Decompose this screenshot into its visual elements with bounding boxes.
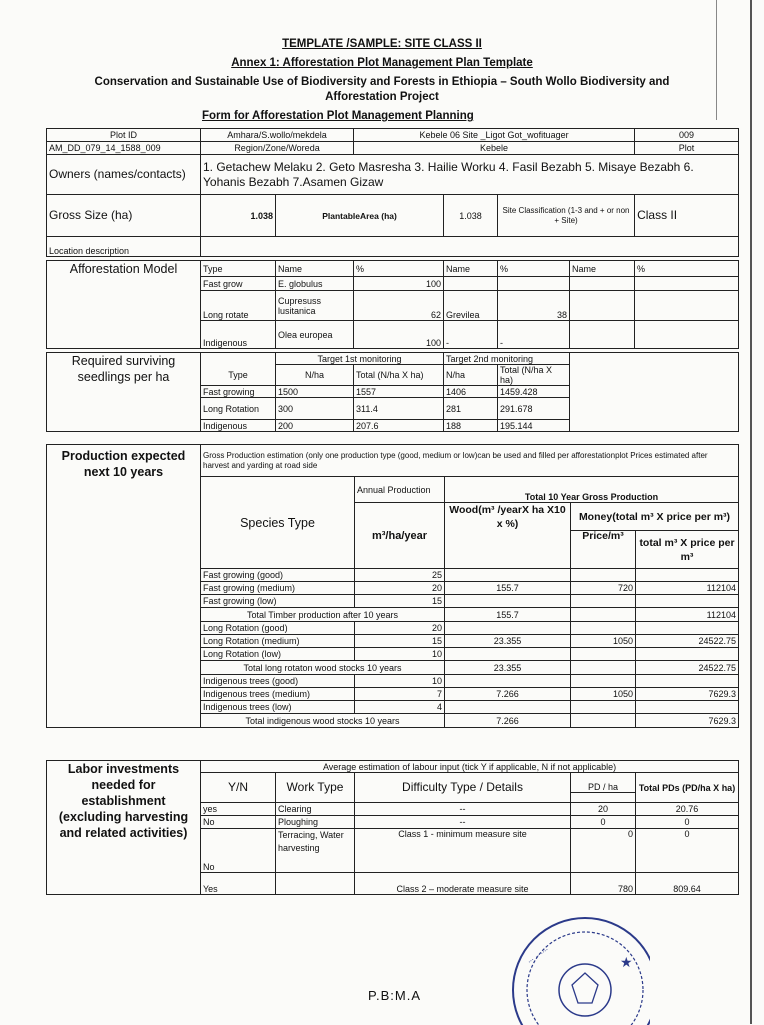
col-nha-1: N/ha	[276, 365, 354, 386]
total-pd-header: Total PDs (PD/ha X ha)	[636, 773, 739, 803]
site-classification-value: Class II	[635, 195, 739, 237]
table-cell	[276, 873, 355, 895]
table-cell: 24522.75	[636, 635, 739, 648]
table-cell: 0	[636, 816, 739, 829]
table-cell	[636, 595, 739, 608]
table-cell: 1557	[354, 386, 444, 398]
table-cell: 100	[354, 321, 444, 349]
table-cell: Indigenous trees (medium)	[201, 688, 355, 701]
project-line-2: Afforestation Project	[325, 91, 439, 103]
production-note: Gross Production estimation (only one production type (good, medium or low)can be used and filled per afforestationplot Prices estimated after harvest and yarding at road side	[201, 445, 739, 477]
table-cell: 1406	[444, 386, 498, 398]
table-cell	[444, 277, 498, 291]
table-cell: 1459.428	[498, 386, 570, 398]
table-cell: 7.266	[445, 714, 571, 728]
gross-size-value: 1.038	[201, 195, 276, 237]
wood-label: Wood(m³ /yearX ha X10 x %)	[445, 503, 571, 569]
owners-label: Owners (names/contacts)	[47, 155, 201, 195]
table-cell: Clearing	[276, 803, 355, 816]
col-nha-2: N/ha	[444, 365, 498, 386]
col-total-1: Total (N/ha X ha)	[354, 365, 444, 386]
official-stamp	[500, 905, 650, 1025]
production-table	[46, 444, 739, 728]
table-cell: --	[355, 816, 571, 829]
col-name-1: Name	[276, 261, 354, 277]
table-cell: -	[498, 321, 570, 349]
table-cell	[571, 608, 636, 622]
table-cell: 7629.3	[636, 714, 739, 728]
table-cell	[570, 321, 635, 349]
table-cell	[635, 277, 739, 291]
difficulty-header: Difficulty Type / Details	[355, 773, 571, 803]
table-cell	[498, 277, 570, 291]
production-label: Production expected next 10 years	[47, 445, 201, 728]
table-cell: Indigenous trees (good)	[201, 675, 355, 688]
table-cell: 291.678	[498, 398, 570, 420]
table-cell: yes	[201, 803, 276, 816]
table-cell	[636, 675, 739, 688]
table-cell: 7629.3	[636, 688, 739, 701]
table-cell	[445, 569, 571, 582]
afforestation-model-table	[46, 260, 739, 349]
footer-initials: P.B:M.A	[368, 988, 422, 1003]
table-cell: 0	[571, 829, 636, 873]
plot-id-value: AM_DD_079_14_1588_009	[47, 142, 201, 155]
table-cell: 188	[444, 420, 498, 432]
table-cell: 10	[355, 648, 445, 661]
table-cell: 24522.75	[636, 661, 739, 675]
table-cell: Long rotate	[201, 291, 276, 321]
col-pct-1: %	[354, 261, 444, 277]
table-cell: Grevilea	[444, 291, 498, 321]
table-cell: Indigenous	[201, 321, 276, 349]
table-cell: 200	[276, 420, 354, 432]
table-cell: Long Rotation (medium)	[201, 635, 355, 648]
plantable-area-value: 1.038	[444, 195, 498, 237]
table-cell: Terracing, Water harvesting	[276, 829, 355, 873]
seedlings-label: Required surviving seedlings per ha	[47, 353, 201, 432]
svg-text:★: ★	[620, 955, 633, 971]
total-row: Total long rotaton wood stocks 10 years	[201, 661, 445, 675]
table-cell	[635, 321, 739, 349]
region-label: Region/Zone/Woreda	[201, 142, 354, 155]
table-cell: Long Rotation (low)	[201, 648, 355, 661]
table-cell: 10	[355, 675, 445, 688]
col-pct-2: %	[498, 261, 570, 277]
table-cell	[570, 277, 635, 291]
total-row: Total indigenous wood stocks 10 years	[201, 714, 445, 728]
owners-value: 1. Getachew Melaku 2. Geto Masresha 3. Hailie Worku 4. Fasil Bezabh 5. Misaye Bezabh 6. Yohanis Bezabh 7.Asamen Gizaw	[201, 155, 739, 195]
species-type-label: Species Type	[201, 477, 355, 569]
svg-text:ᐧᐧᐧ ᐧᐧ ᐧᐧᐧᐧ: ᐧᐧᐧ ᐧᐧ ᐧᐧᐧᐧ	[525, 945, 551, 967]
labor-table	[46, 760, 739, 895]
table-cell: Class 1 - minimum measure site	[355, 829, 571, 873]
table-cell	[571, 622, 636, 635]
col-pct-3: %	[635, 261, 739, 277]
table-cell	[571, 701, 636, 714]
table-cell: 38	[498, 291, 570, 321]
kebele-site-value: Kebele 06 Site _Ligot Got_wofituager	[354, 129, 635, 142]
table-cell: 300	[276, 398, 354, 420]
table-cell: 155.7	[445, 608, 571, 622]
form-title: Form for Afforestation Plot Management Planning	[202, 110, 474, 122]
table-cell: Indigenous	[201, 420, 276, 432]
table-cell: Long Rotation (good)	[201, 622, 355, 635]
location-description-label: Location description	[47, 237, 201, 257]
table-cell: Fast growing	[201, 386, 276, 398]
table-cell	[445, 595, 571, 608]
table-cell: 100	[354, 277, 444, 291]
plot-form	[46, 128, 739, 257]
table-cell	[636, 622, 739, 635]
plot-number: 009	[635, 129, 739, 142]
target-2-label: Target 2nd monitoring	[444, 353, 570, 365]
table-cell: 809.64	[636, 873, 739, 895]
table-cell: 23.355	[445, 635, 571, 648]
table-cell: Class 2 – moderate measure site	[355, 873, 571, 895]
money-label: Money(total m³ X price per m³)	[571, 503, 739, 531]
total-10yr-label: Total 10 Year Gross Production	[445, 477, 739, 503]
table-cell: 20.76	[636, 803, 739, 816]
table-cell: Cupresuss lusitanica	[276, 291, 354, 321]
table-cell: 780	[571, 873, 636, 895]
gross-size-label: Gross Size (ha)	[47, 195, 201, 237]
table-cell	[445, 701, 571, 714]
table-cell: 1050	[571, 635, 636, 648]
table-cell: 7	[355, 688, 445, 701]
table-cell	[445, 648, 571, 661]
seedlings-table	[46, 352, 739, 432]
kebele-label: Kebele	[354, 142, 635, 155]
scan-edge-line	[750, 0, 752, 1024]
table-cell: Indigenous trees (low)	[201, 701, 355, 714]
table-cell: -	[444, 321, 498, 349]
plot-id-label: Plot ID	[47, 129, 201, 142]
table-cell: 720	[571, 582, 636, 595]
scan-edge-line	[716, 0, 717, 120]
table-cell: 7.266	[445, 688, 571, 701]
table-cell: 311.4	[354, 398, 444, 420]
table-cell: 207.6	[354, 420, 444, 432]
table-cell	[636, 648, 739, 661]
target-1-label: Target 1st monitoring	[276, 353, 444, 365]
table-cell	[571, 714, 636, 728]
table-cell: Yes	[201, 873, 276, 895]
col-total-2: Total (N/ha X ha)	[498, 365, 570, 386]
location-value: Amhara/S.wollo/mekdela	[201, 129, 354, 142]
table-cell: Olea europea	[276, 321, 354, 349]
afforestation-model-label: Afforestation Model	[47, 261, 201, 349]
table-cell: No	[201, 829, 276, 873]
plot-label: Plot	[635, 142, 739, 155]
unit-label: m³/ha/year	[355, 503, 445, 569]
table-cell: No	[201, 816, 276, 829]
table-cell	[571, 661, 636, 675]
table-cell	[636, 701, 739, 714]
table-cell: 15	[355, 595, 445, 608]
table-cell	[636, 569, 739, 582]
table-cell	[571, 675, 636, 688]
annual-production-label: Annual Production	[355, 477, 445, 503]
table-cell: Fast grow	[201, 277, 276, 291]
plantable-area-label: PlantableArea (ha)	[276, 195, 444, 237]
col-name-3: Name	[570, 261, 635, 277]
table-cell: 20	[355, 622, 445, 635]
table-cell: 1050	[571, 688, 636, 701]
annex-title: Annex 1: Afforestation Plot Management Plan Template	[231, 57, 533, 69]
price-label: Price/m³	[571, 531, 636, 569]
table-cell: 195.144	[498, 420, 570, 432]
table-cell	[571, 569, 636, 582]
pd-ha-header: PD / ha	[571, 773, 636, 793]
table-cell	[571, 595, 636, 608]
table-cell: 15	[355, 635, 445, 648]
table-cell: E. globulus	[276, 277, 354, 291]
table-cell: 23.355	[445, 661, 571, 675]
table-cell: Fast growing (good)	[201, 569, 355, 582]
table-cell: 1500	[276, 386, 354, 398]
table-cell: 20	[571, 803, 636, 816]
table-cell	[445, 675, 571, 688]
work-type-header: Work Type	[276, 773, 355, 803]
table-cell: 155.7	[445, 582, 571, 595]
labor-average-note: Average estimation of labour input (tick Y if applicable, N if not applicable)	[201, 761, 739, 773]
table-cell: Ploughing	[276, 816, 355, 829]
table-cell: 0	[636, 829, 739, 873]
labor-label: Labor investments needed for establishment (excluding harvesting and related activities)	[47, 761, 201, 895]
col-name-2: Name	[444, 261, 498, 277]
col-type: Type	[201, 261, 276, 277]
table-cell	[635, 291, 739, 321]
table-cell	[571, 648, 636, 661]
table-cell: 25	[355, 569, 445, 582]
table-cell: 112104	[636, 582, 739, 595]
site-classification-label: Site Classification (1-3 and + or non + Site)	[498, 195, 635, 237]
table-cell: 281	[444, 398, 498, 420]
table-cell: 62	[354, 291, 444, 321]
location-description-value	[201, 237, 739, 257]
table-cell: Fast growing (low)	[201, 595, 355, 608]
table-cell: 4	[355, 701, 445, 714]
total-price-label: total m³ X price per m³	[636, 531, 739, 569]
total-row: Total Timber production after 10 years	[201, 608, 445, 622]
project-line-1: Conservation and Sustainable Use of Biodiversity and Forests in Ethiopia – South Wollo Biodiversity and	[94, 76, 670, 88]
table-cell: --	[355, 803, 571, 816]
table-cell: 112104	[636, 608, 739, 622]
table-cell: 0	[571, 816, 636, 829]
yn-header: Y/N	[201, 773, 276, 803]
table-cell: Long Rotation	[201, 398, 276, 420]
table-cell: Fast growing (medium)	[201, 582, 355, 595]
template-title: TEMPLATE /SAMPLE: SITE CLASS II	[282, 38, 482, 50]
table-cell	[445, 622, 571, 635]
table-cell: 20	[355, 582, 445, 595]
table-cell	[570, 291, 635, 321]
col-type: Type	[201, 365, 276, 386]
